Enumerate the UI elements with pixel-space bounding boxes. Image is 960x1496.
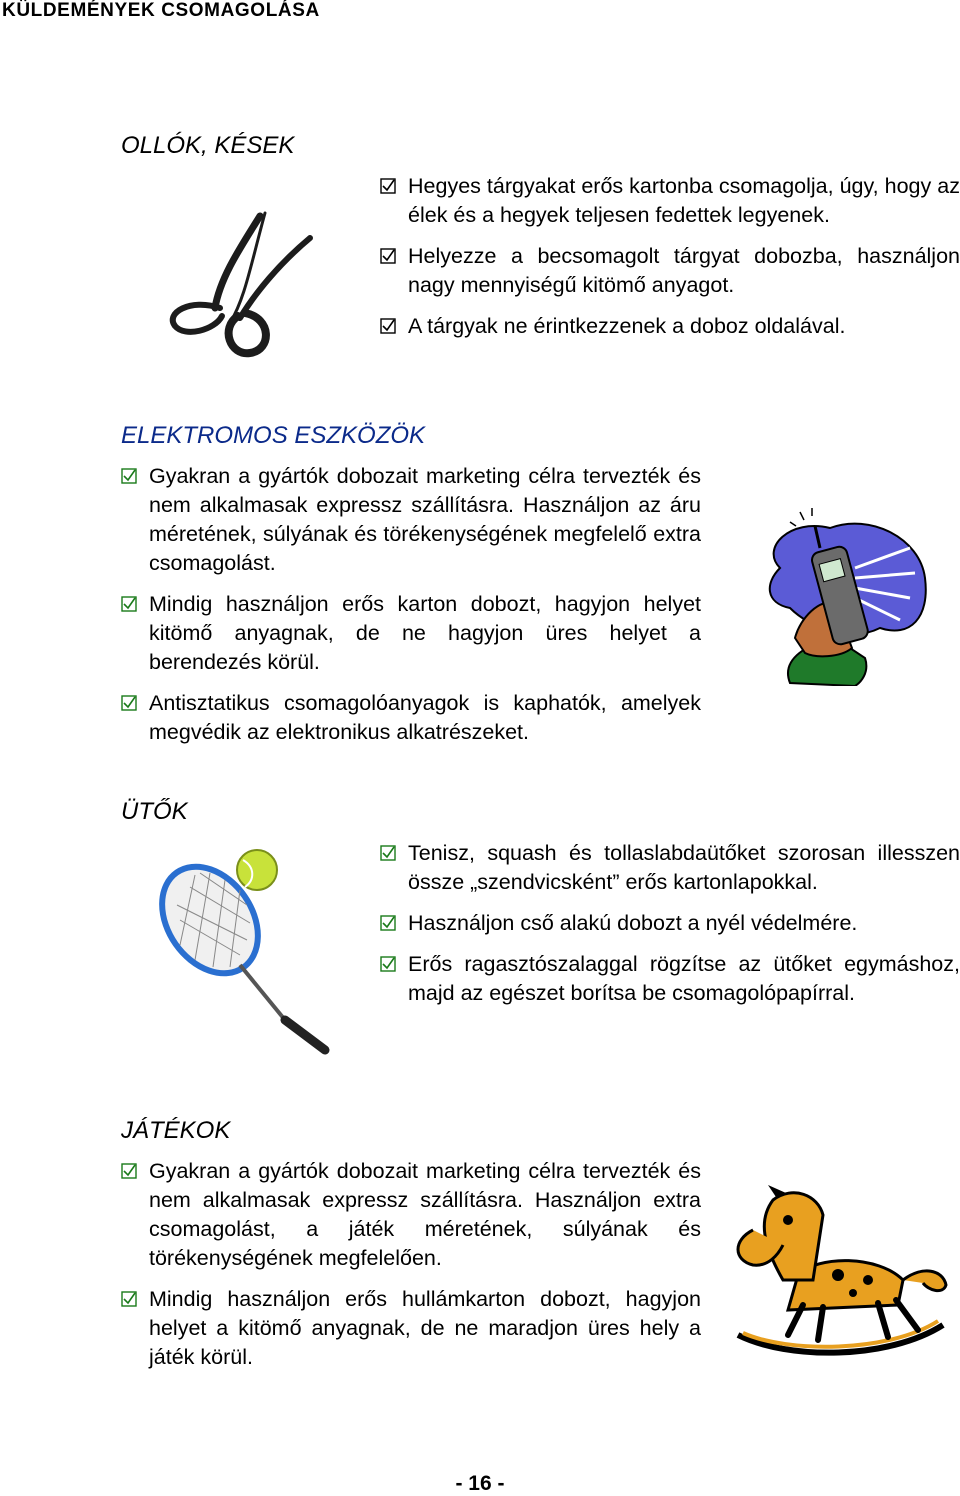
list-rackets xyxy=(380,839,960,1020)
list-item xyxy=(380,242,960,300)
checkbox-checked-icon xyxy=(121,596,137,612)
checkbox-checked-icon xyxy=(380,178,396,194)
item-text: Erős ragasztószalaggal rögzítse az ütőket egymáshoz, majd az egészet borítsa be csomagolópapírral. xyxy=(408,952,960,1005)
item-text: Hegyes tárgyakat erős kartonba csomagolja, úgy, hogy az élek és a hegyek teljesen fedettek legyenek. xyxy=(408,174,960,227)
checkbox-checked-icon xyxy=(121,468,137,484)
document-header: KÜLDEMÉNYEK CSOMAGOLÁSA xyxy=(2,0,320,21)
item-text: Antisztatikus csomagolóanyagok is kaphatók, amelyek megvédik az elektronikus alkatrészeket. xyxy=(149,691,701,744)
list-item xyxy=(380,909,960,938)
section-title-scissors: OLLÓK, KÉSEK xyxy=(121,132,295,159)
list-item xyxy=(121,1157,701,1273)
list-electronics xyxy=(121,462,701,759)
item-text: Helyezze a becsomagolt tárgyat dobozba, használjon nagy mennyiségű kitömő anyagot. xyxy=(408,244,960,297)
item-text: Mindig használjon erős karton dobozt, hagyjon helyet kitömő anyagnak, de ne hagyjon üres helyet a berendezés körül. xyxy=(149,592,701,674)
list-item xyxy=(121,462,701,578)
list-toys xyxy=(121,1157,701,1384)
item-text: Használjon cső alakú dobozt a nyél védelmére. xyxy=(408,911,858,935)
checkbox-checked-icon xyxy=(121,695,137,711)
rocking-horse-illustration xyxy=(728,1185,953,1360)
list-item xyxy=(380,950,960,1008)
checkbox-checked-icon xyxy=(380,915,396,931)
section-title-toys: JÁTÉKOK xyxy=(121,1117,231,1144)
section-title-electronics: ELEKTROMOS ESZKÖZÖK xyxy=(121,422,426,449)
list-item xyxy=(380,839,960,897)
racket-illustration xyxy=(155,845,335,1055)
item-text: A tárgyak ne érintkezzenek a doboz oldalával. xyxy=(408,314,846,338)
section-title-rackets: ÜTŐK xyxy=(121,798,188,825)
checkbox-checked-icon xyxy=(121,1291,137,1307)
item-text: Tenisz, squash és tollaslabdaütőket szorosan illesszen össze „szendvicsként” erős kartonlapokkal. xyxy=(408,841,960,894)
list-item xyxy=(121,689,701,747)
checkbox-checked-icon xyxy=(380,956,396,972)
checkbox-checked-icon xyxy=(380,845,396,861)
list-item xyxy=(121,590,701,677)
scissors-illustration xyxy=(160,208,320,358)
mobile-phone-illustration xyxy=(760,508,930,686)
item-text: Gyakran a gyártók dobozait marketing célra tervezték és nem alkalmasak expressz szállításra. Használjon az áru méretének, súlyának és törékenységének megfelelő extra csomagolást. xyxy=(149,464,701,575)
list-scissors xyxy=(380,172,960,353)
list-item xyxy=(121,1285,701,1372)
list-item xyxy=(380,172,960,230)
list-item xyxy=(380,312,960,341)
page-number: - 16 - xyxy=(455,1472,505,1495)
checkbox-checked-icon xyxy=(380,318,396,334)
checkbox-checked-icon xyxy=(380,248,396,264)
item-text: Gyakran a gyártók dobozait marketing célra tervezték és nem alkalmasak expressz szállításra. Használjon extra csomagolást, a játék méretének, súlyának és törékenységének megfelelően. xyxy=(149,1159,701,1270)
item-text: Mindig használjon erős hullámkarton dobozt, hagyjon helyet a kitömő anyagnak, de ne maradjon üres hely a játék körül. xyxy=(149,1287,701,1369)
checkbox-checked-icon xyxy=(121,1163,137,1179)
